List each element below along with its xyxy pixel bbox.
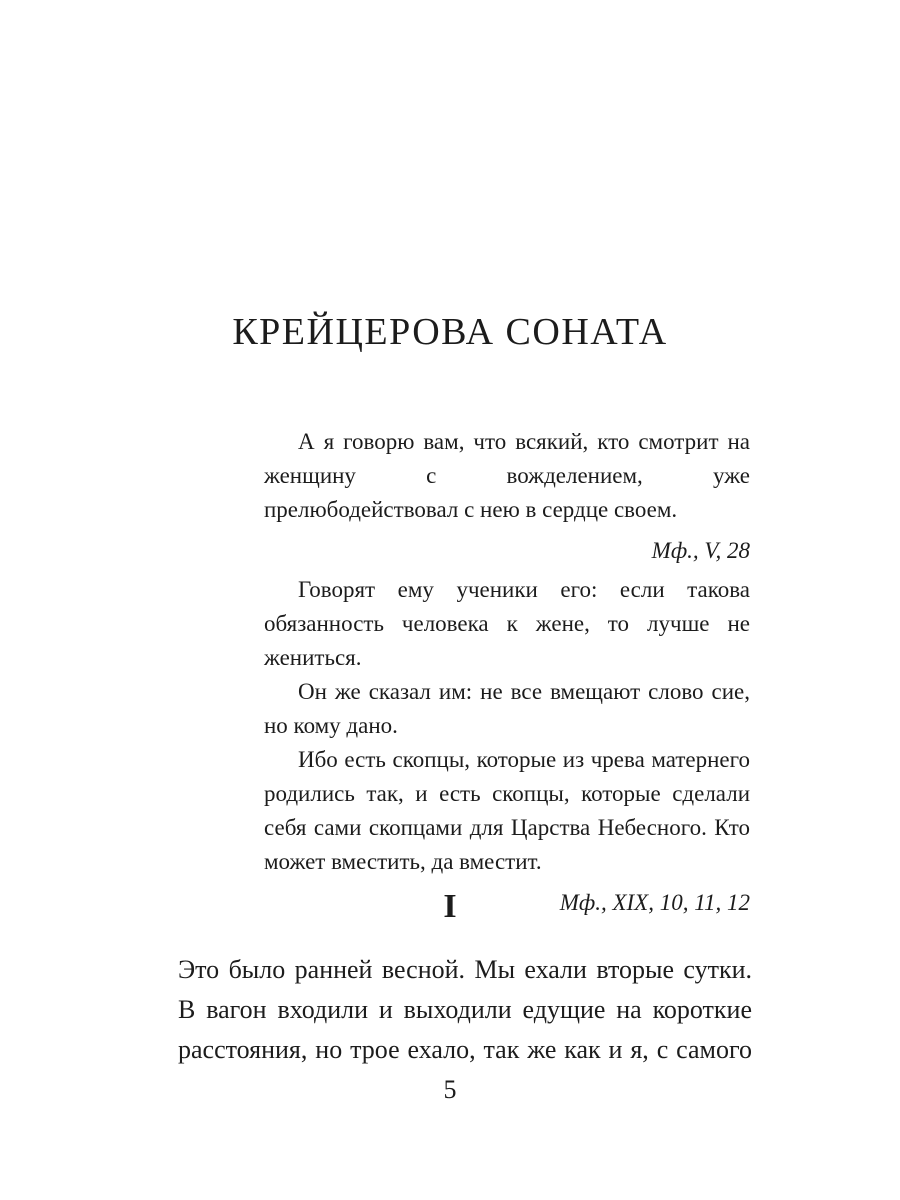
text-line: В вагон входили и выходили едущие на короткие: [178, 995, 752, 1024]
epigraph-2-paragraph-1: Говорят ему ученики его: если такова обязанность человека к жене, то лучше не жениться.: [264, 577, 750, 670]
epigraph-1-reference: Мф., V, 28: [651, 538, 750, 563]
epigraph-2: [264, 573, 750, 920]
story-title: КРЕЙЦЕРОВА СОНАТА: [232, 311, 668, 353]
text-line: Это было ранней весной. Мы ехали вторые сутки.: [178, 955, 752, 984]
epigraph-2-paragraph-3: Ибо есть скопцы, которые из чрева матернего родились так, и есть скопцы, которые сделали себя сами скопцами для Царства Небесного. Кто может вместить, да вместит.: [264, 747, 750, 874]
page-number: 5: [443, 1075, 457, 1104]
epigraph-1-paragraph: А я говорю вам, что всякий, кто смотрит на женщину с вожделением, уже прелюбодействовал с нею в сердце своем.: [264, 429, 750, 522]
epigraph-2-reference: Мф., XIX, 10, 11, 12: [559, 890, 750, 915]
text-line: расстояния, но трое ехало, так же как и я, с самого: [178, 1035, 752, 1064]
chapter-number: I: [443, 888, 457, 925]
epigraph-1: [264, 425, 750, 568]
chapter-text: [178, 950, 752, 1070]
epigraph-2-paragraph-2: Он же сказал им: не все вмещают слово сие, но кому дано.: [264, 679, 750, 738]
